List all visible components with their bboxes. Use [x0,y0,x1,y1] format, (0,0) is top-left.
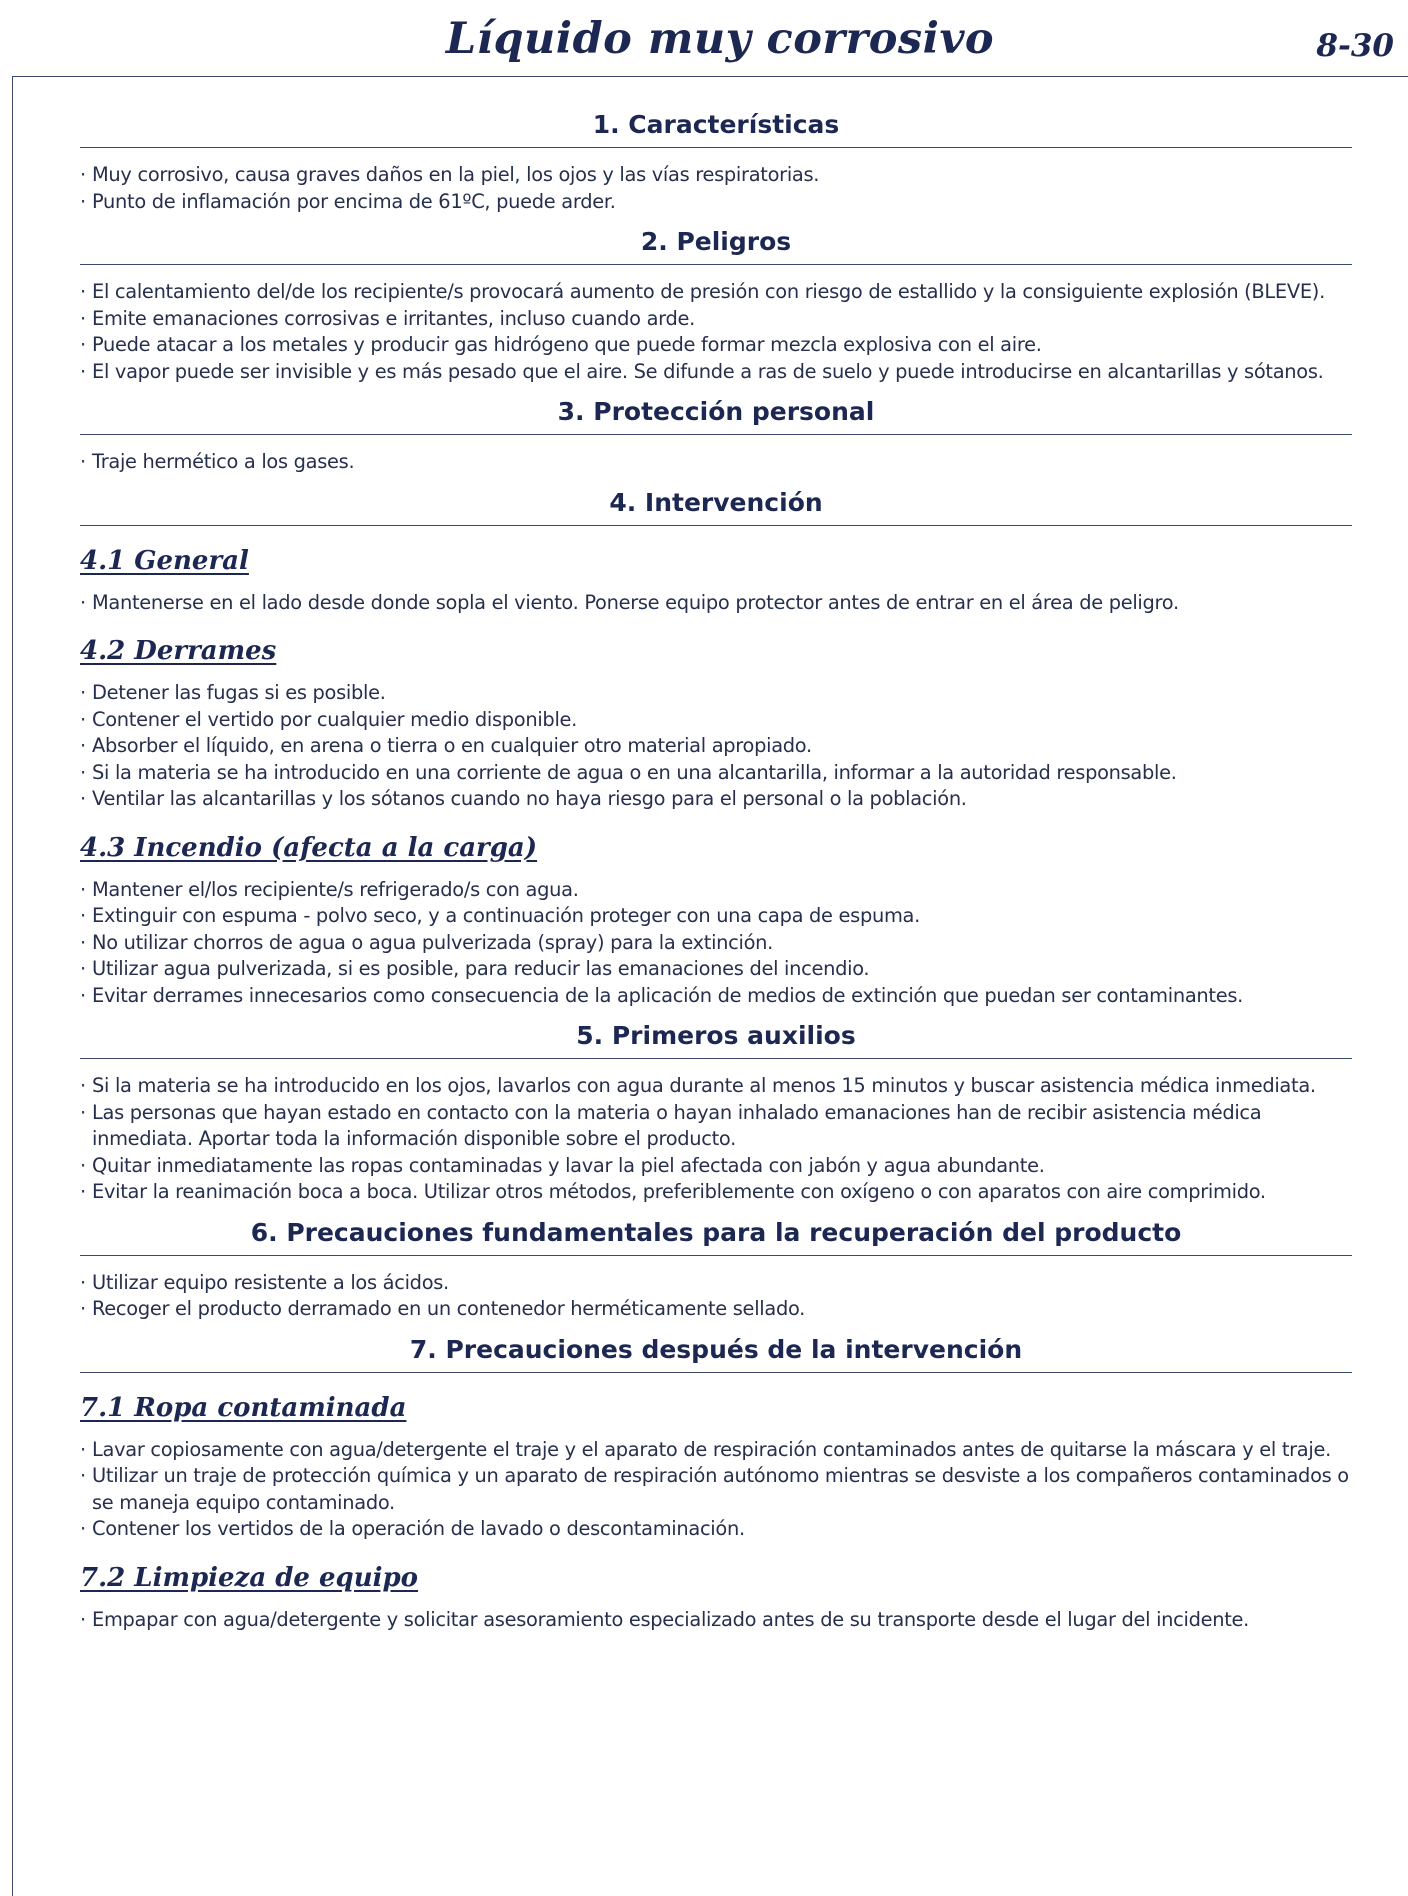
list-item: · Utilizar un traje de protección química y un aparato de respiración autónomo mientras se desviste a los compañeros contaminados o se maneja equipo contaminado. [80,1463,1352,1516]
item-list [80,1073,1352,1206]
item-list [80,680,1352,813]
item-list [80,877,1352,1010]
item-list [80,162,1352,215]
subsection-title: 7.1 Ropa contaminada [80,1392,407,1423]
list-item: · No utilizar chorros de agua o agua pulverizada (spray) para la extinción. [80,930,1352,957]
section-intervencion [80,488,1352,1010]
list-item: · Muy corrosivo, causa graves daños en la piel, los ojos y las vías respiratorias. [80,162,1352,189]
list-item: · Utilizar agua pulverizada, si es posible, para reducir las emanaciones del incendio. [80,956,1352,983]
list-item: · Contener los vertidos de la operación de lavado o descontaminación. [80,1516,1352,1543]
section-title: 6. Precauciones fundamentales para la recuperación del producto [80,1218,1352,1256]
section-precauciones-despues [80,1335,1352,1634]
list-item: · Contener el vertido por cualquier medio disponible. [80,707,1352,734]
subsection-title: 4.1 General [80,545,249,576]
section-caracteristicas [80,110,1352,215]
document-body [80,110,1352,1645]
section-peligros [80,227,1352,385]
section-title: 3. Protección personal [80,397,1352,435]
list-item: · Detener las fugas si es posible. [80,680,1352,707]
section-title: 2. Peligros [80,227,1352,265]
list-item: · Extinguir con espuma - polvo seco, y a continuación proteger con una capa de espuma. [80,903,1352,930]
item-list [80,590,1352,617]
list-item: · Las personas que hayan estado en contacto con la materia o hayan inhalado emanaciones han de recibir asistencia médica inmediata. Aportar toda la información disponible sobre el producto. [80,1100,1352,1153]
section-title: 1. Características [80,110,1352,148]
section-title: 4. Intervención [80,488,1352,526]
list-item: · Si la materia se ha introducido en los ojos, lavarlos con agua durante al menos 15 minutos y buscar asistencia médica inmediata. [80,1073,1352,1100]
list-item: · El vapor puede ser invisible y es más pesado que el aire. Se difunde a ras de suelo y puede introducirse en alcantarillas y sótanos. [80,359,1352,386]
list-item: · Quitar inmediatamente las ropas contaminadas y lavar la piel afectada con jabón y agua abundante. [80,1153,1352,1180]
section-primeros-auxilios [80,1021,1352,1206]
section-precauciones-recuperacion [80,1218,1352,1323]
list-item: · El calentamiento del/de los recipiente/s provocará aumento de presión con riesgo de estallido y la consiguiente explosión (BLEVE). [80,279,1352,306]
list-item: · Emite emanaciones corrosivas e irritantes, incluso cuando arde. [80,306,1352,333]
list-item: · Lavar copiosamente con agua/detergente el traje y el aparato de respiración contaminados antes de quitarse la máscara y el traje. [80,1437,1352,1464]
list-item: · Evitar derrames innecesarios como consecuencia de la aplicación de medios de extinción que puedan ser contaminantes. [80,983,1352,1010]
list-item: · Empapar con agua/detergente y solicitar asesoramiento especializado antes de su transporte desde el lugar del incidente. [80,1607,1352,1634]
item-list [80,1270,1352,1323]
list-item: · Traje hermético a los gases. [80,449,1352,476]
page-number: 8-30 [1316,28,1394,64]
list-item: · Mantener el/los recipiente/s refrigerado/s con agua. [80,877,1352,904]
page-header [0,14,1408,70]
list-item: · Si la materia se ha introducido en una corriente de agua o en una alcantarilla, informar a la autoridad responsable. [80,760,1352,787]
subsection-title: 4.2 Derrames [80,636,277,666]
list-item: · Utilizar equipo resistente a los ácidos. [80,1270,1352,1297]
item-list [80,449,1352,476]
section-title: 7. Precauciones después de la intervención [80,1335,1352,1373]
item-list [80,1607,1352,1634]
list-item: · Punto de inflamación por encima de 61ºC, puede arder. [80,189,1352,216]
list-item: · Ventilar las alcantarillas y los sótanos cuando no haya riesgo para el personal o la población. [80,786,1352,813]
list-item: · Absorber el líquido, en arena o tierra o en cualquier otro material apropiado. [80,733,1352,760]
subsection-title: 4.3 Incendio (afecta a la carga) [80,832,538,863]
list-item: · Mantenerse en el lado desde donde sopla el viento. Ponerse equipo protector antes de entrar en el área de peligro. [80,590,1352,617]
section-proteccion-personal [80,397,1352,476]
subsection-title: 7.2 Limpieza de equipo [80,1562,419,1593]
item-list [80,279,1352,385]
document-title: Líquido muy corrosivo [445,14,995,64]
section-title: 5. Primeros auxilios [80,1021,1352,1059]
list-item: · Evitar la reanimación boca a boca. Utilizar otros métodos, preferiblemente con oxígeno o con aparatos con aire comprimido. [80,1179,1352,1206]
list-item: · Puede atacar a los metales y producir gas hidrógeno que puede formar mezcla explosiva con el aire. [80,332,1352,359]
list-item: · Recoger el producto derramado en un contenedor herméticamente sellado. [80,1296,1352,1323]
item-list [80,1437,1352,1543]
